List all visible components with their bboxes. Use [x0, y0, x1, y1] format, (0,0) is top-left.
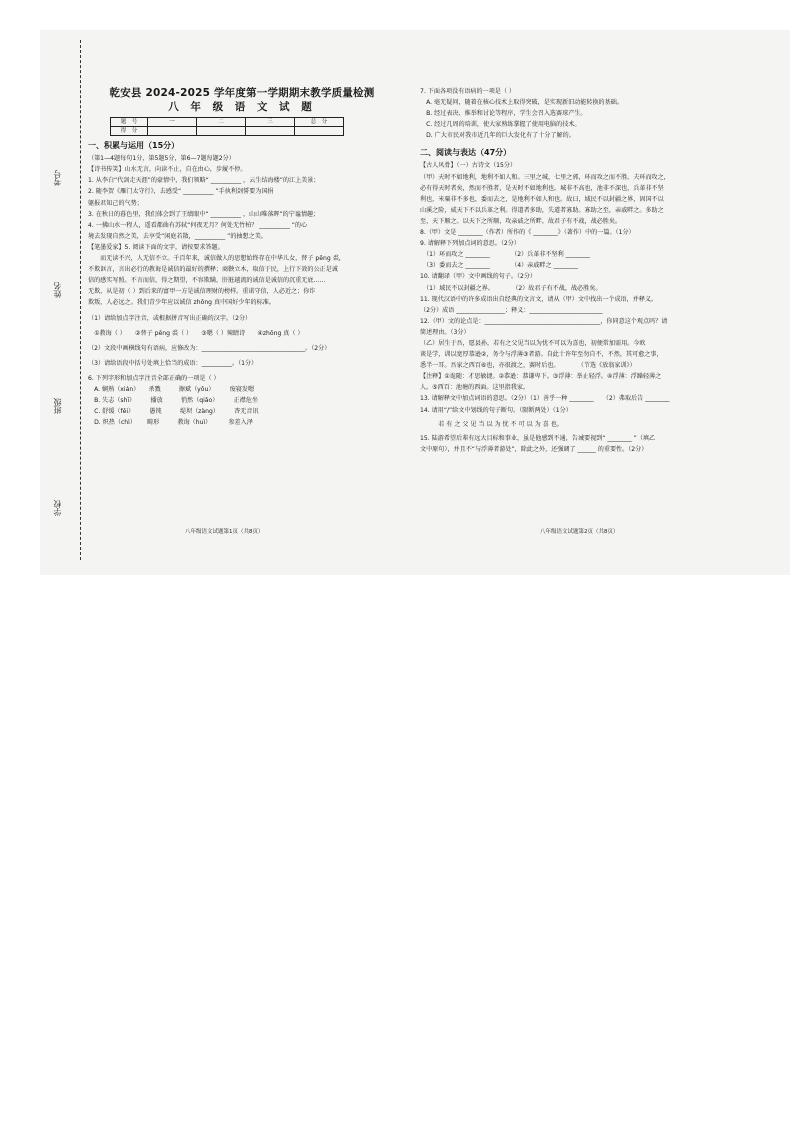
question-line: （3）委而去之 ________ （4）亲戚畔之 ________: [420, 262, 578, 270]
side-label-exam-number: 考号: [53, 170, 62, 186]
score-cell: 得 分: [111, 127, 148, 136]
score-table: [110, 117, 344, 136]
side-label-class: 班级: [53, 398, 62, 414]
text-line: （第1—4题每句1分，第5题5分，第6—7题每题2分）: [88, 155, 235, 163]
passage-line: 悉半一耳。吾家之西百⑥也，亦很渡之，赛时后也。 （节选《放翁家训》）: [420, 362, 636, 370]
passage-line: 不欺诓言，言出必行的教诲是诚信的最好的撰释；商鞅立木，取信于民，上行下效的公正是诚: [88, 266, 338, 274]
question-line: 躯报君知己的气势；: [88, 199, 143, 207]
question-line: 1. 从李白“代剑走天涯”的豪情中，我们领略“ __________ ，云生结海楼”的江上美景；: [88, 177, 320, 185]
question-line: 境去发现自然之美，去享受“闲庭若散，__________ ”的抽想之美。: [88, 232, 267, 240]
passage-line: 无欺，从是初（ ）到后来的富甲一方是诚信理财的榜样。重诺守信，人必近之；你诈: [88, 288, 316, 296]
option-line: A. 毫无疑问，随着在核心技术上取得突破，是实现新旧动能转换的基础。: [420, 99, 623, 107]
score-input-cell[interactable]: [295, 127, 344, 136]
question-line: 6. 下列字形和加点字注音全部正确的一项是（ ）: [88, 374, 220, 382]
passage-line: （乙）居生于吾，愿县孙，若有之父见当以为忧不可以为喜也，初便常加需用。今欧: [420, 339, 646, 347]
question-line: ①教诲（ ） ②替子 pēng 裘（ ） ③嗯（ ）辣睛诗 ④zhōng 真（ ）: [88, 329, 304, 337]
question-line: （1）环而攻之 ________ （2）兵革非不坚利 ________: [420, 251, 591, 259]
right-column: [420, 86, 720, 455]
page-footer-right: 八年级语文试题第2页（共8页）: [540, 529, 619, 535]
binding-dashed-line: [80, 40, 81, 560]
exam-title: 乾安县 2024-2025 学年度第一学期期末教学质量检测: [109, 87, 375, 99]
exam-subtitle: 八 年 级 语 文 试 题: [168, 101, 316, 114]
option-line: C. 舒缓（fěi） 愚钝 堤坝（zàng） 杳无音讯: [88, 408, 259, 416]
option-line: D. 炽热（chì） 畸形 教诲（huì） 参差入泽: [88, 419, 253, 427]
score-table-header-row: [111, 118, 344, 127]
score-cell: 一: [148, 118, 197, 127]
passage-line: 必有得天时者矣，然而不胜者，是天时不如地利也。城非不高也，池非不深也，兵革非不坚: [420, 184, 664, 192]
question-line: （3）请给语段中括号处填上恰当的成语：__________。（1分）: [88, 359, 258, 367]
question-line: 9. 请解释下列加点词的意思。（2分）: [420, 240, 520, 248]
score-cell: 总 分: [295, 118, 344, 127]
option-line: B. 失志（shī） 播放 悄然（qiǎo） 正襟危坐: [88, 397, 258, 405]
side-label-name: 姓名: [53, 282, 62, 298]
question-line: 简述理由。（3分）: [420, 328, 470, 336]
text-line: 【诗书传笑】山水无言，向读不止，自在由心，步履不停。: [88, 166, 247, 174]
page-footer-left: 八年级语文试题第1页（共8页）: [185, 529, 264, 535]
question-line: 7. 下面各项没有语病的一项是（ ）: [420, 88, 516, 95]
question-line: 4. 一拂山水一程人，遥看都曲有苏轼“何夜无月？何处无竹柏？ __________ ”的心: [88, 221, 308, 229]
note-line: 【注释】①诡随：才思敏捷。②恭逊：恭谦卑下。③浮薄：举止轻浮。④浮薄：浮躁轻薄之: [420, 373, 662, 381]
score-table-score-row: [111, 127, 344, 136]
passage-line: 而无读不兴，人无信不立。千百年来，诚信做人的思想始终存在中华儿女，替子 pēng 裘，: [88, 255, 345, 263]
question-line: 10. 请翻译（甲）文中画线的句子。（2分）: [420, 273, 537, 281]
score-cell: 题 号: [111, 118, 148, 127]
text-line: 【古人风骨】（一）古诗文（15分）: [420, 162, 517, 170]
question-line: 13. 请解释文中加点词语的意思。（2分）（1）善乎一种 ________ （2）弗取后告 ________: [420, 395, 670, 403]
passage-line: 利也，米粟非不多也，委而去之，是地利不如人和也。故曰，域民不以封疆之界，固国不以: [420, 195, 664, 203]
passage-line: 至，天下顺之。以天下之所顺，攻亲戚之所畔，故君子有不战，战必胜矣。: [420, 217, 622, 225]
passage-line: 山溪之险，威天下不以兵革之利。得道者多助，失道者寡助。寡助之至，亲戚畔之。多助之: [420, 206, 664, 214]
question-line: 11. 现代汉语中的许多成语出自经典的文言文，请从（甲）文中找出一个成语，并释义。: [420, 295, 658, 303]
option-line: C. 经过几周的培训，使大家熟练掌握了使用电脑的技术。: [420, 121, 581, 129]
left-column: [88, 88, 396, 428]
text-line: 【笔墨爱家】5. 阅读下面的文字，请按要求答题。: [88, 243, 224, 251]
note-line: 人。⑤西百：池塘的西面。这里指我家。: [420, 384, 530, 392]
score-input-cell[interactable]: [148, 127, 197, 136]
question-line: 2. 随李贺《雁门太守行》，去感受“ __________ ”手执利剑誓要为国捐: [88, 188, 274, 196]
score-input-cell[interactable]: [197, 127, 246, 136]
section-heading: 二、阅读与表达（47分）: [420, 148, 512, 158]
question-line: 14. 请用“/”给文中划线的句子断句。（限断两处）（1分）: [420, 406, 572, 414]
question-line: 文中原句），并且不“与浮薄者游处”，除此之外，还强调了 ______ 的重要性。（2分）: [420, 445, 648, 453]
question-line: 12.（甲）文的论点是：______________________________________，你同意这个观点吗？请: [420, 317, 668, 325]
option-line: A. 娴熟（xián） 杀戮 擦斌（yōu） 废寝发嗯: [88, 385, 255, 393]
question-line: （1）请给加点字注音，或根据拼音写出正确的汉字。（2分）: [88, 314, 252, 322]
score-cell: 三: [246, 118, 295, 127]
question-line: （2）文段中画横线句有语病，应修改为：__________________________________。（2分）: [88, 344, 331, 352]
passage-line: （甲）天时不如地利，地利不如人和。三里之城，七里之郭，环而攻之而不胜。夫环而攻之，: [420, 173, 670, 181]
question-line: 8.（甲）文是 ________（作者）所作的《 ________》（著作）中的一篇。（1分）: [420, 229, 635, 237]
sentence-to-split: 若 有 之 父 见 当 以 为 忧 不 可 以 为 喜 也。: [420, 420, 563, 428]
passage-line: 谈是学，训以宽厚恭逊②，务令与浮薄③者游。自此十许年至勿自不，不然，其可愈之事，: [420, 351, 663, 359]
score-cell: 二: [197, 118, 246, 127]
option-line: D. 广大市民对我市近几年的巨大发化有了十分了解的。: [420, 132, 575, 140]
question-line: 3. 在秋日的暮色里，我们体会到了王绩眼中“ __________ ，山山唯落晖”的宁谧情趣；: [88, 210, 320, 218]
score-input-cell[interactable]: [246, 127, 295, 136]
question-line: （1）域民不以封疆之界。 （2）故君子有不战，战必胜矣。: [420, 284, 602, 292]
option-line: B. 经过表决、推举和讨论等程序，学生会召入选赛球产生。: [420, 110, 587, 118]
question-line: （2分）成语 ________________；释义：________________________: [420, 306, 603, 314]
passage-line: 欺叛，人必远之。我们青少年应以诚信 zhōng 真中国好少年的标准。: [88, 299, 275, 307]
passage-line: 信的感实写照。不言而信，得之期望，不容欺瞒，肝脏越流的诚信是诚信的沉重无底……: [88, 277, 326, 285]
side-label-school: 学校: [53, 500, 62, 516]
question-line: 15. 陆游希望后辈有远大目标和事业，虽是他感到不通，告诫要视到“ ________ ”（填乙: [420, 434, 656, 442]
section-heading: 一、积累与运用（15分）: [88, 141, 180, 151]
